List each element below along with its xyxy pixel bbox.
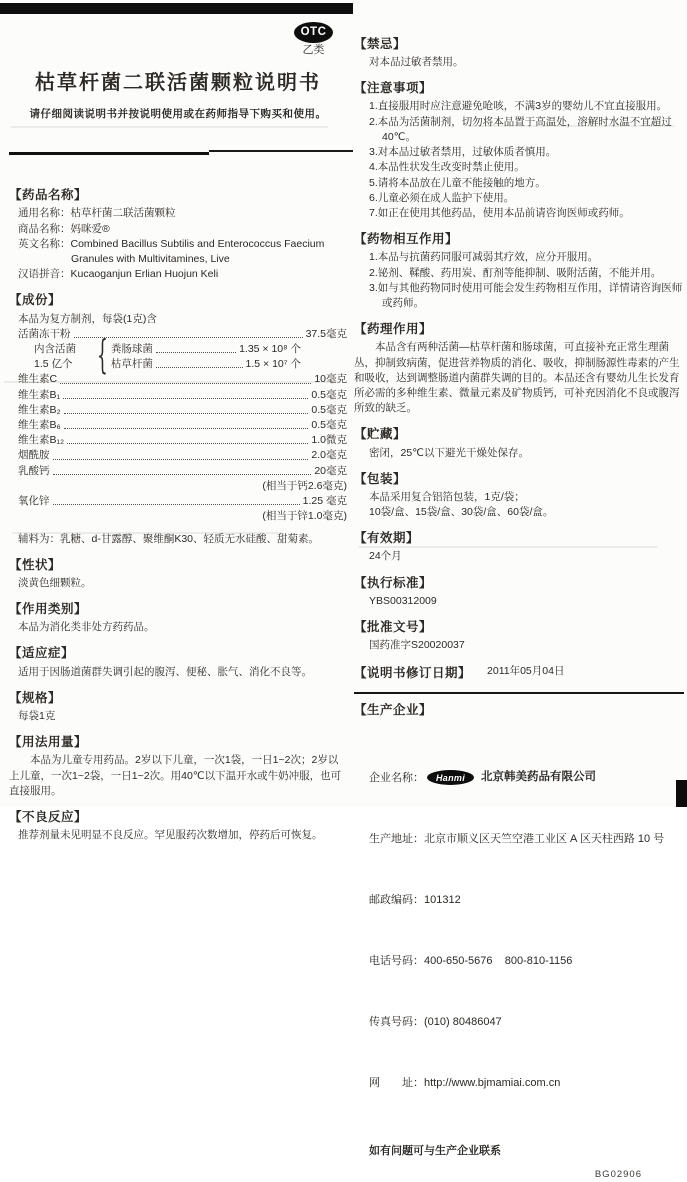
section-shelf-life (354, 529, 684, 564)
ingredient-value: 1.35 × 10⁸ 个 (239, 342, 301, 357)
ingredient-name: 枯草杆菌 (111, 357, 153, 372)
heading-strength: 【规格】 (9, 689, 347, 707)
heading-drug-name: 【药品名称】 (9, 186, 347, 204)
ingredient-row (111, 357, 301, 372)
ingredient-value: 1.0微克 (311, 433, 347, 448)
manufacturer-name-label: 企业名称： (369, 768, 424, 788)
heading-adverse-reactions: 【不良反应】 (9, 808, 347, 826)
english-name: 英文名称：Combined Bacillus Subtilis and Enterococcus Faecium Granules with Multivitamines, Live (18, 237, 347, 267)
ingredient-name: 维生素C (18, 372, 57, 387)
bacteria-brace-block (34, 342, 347, 372)
section-storage (354, 425, 684, 460)
heading-composition: 【成份】 (9, 291, 347, 309)
page-title: 枯草杆菌二联活菌颗粒说明书 (9, 69, 347, 98)
generic-name: 通用名称：枯草杆菌二联活菌颗粒 (18, 206, 347, 221)
heading-action-category: 【作用类别】 (9, 600, 347, 618)
top-black-bar (0, 3, 353, 14)
composition-intro: 本品为复方制剂，每袋(1克)含 (18, 312, 347, 327)
section-action-category (9, 600, 347, 635)
ingredient-value: 37.5毫克 (306, 327, 347, 342)
section-strength (9, 689, 347, 724)
conversion-note: (相当于锌1.0毫克) (18, 509, 347, 524)
section-indications (9, 644, 347, 679)
manufacturer-divider (354, 692, 684, 694)
heading-storage: 【贮藏】 (354, 425, 684, 443)
header-divider (9, 150, 347, 156)
ingredient-name: 乳酸钙 (18, 464, 50, 479)
ingredient-name: 氧化锌 (18, 494, 50, 509)
ingredient-row (18, 418, 347, 433)
strength-text: 每袋1克 (18, 709, 347, 724)
heading-indications: 【适应症】 (9, 644, 347, 662)
ingredient-value: 1.25 毫克 (303, 494, 347, 509)
heading-packaging: 【包装】 (354, 470, 684, 488)
ingredient-value: 0.5毫克 (311, 418, 347, 433)
section-pharmacology (354, 320, 684, 416)
dotted-leader (64, 428, 309, 429)
heading-manufacturer: 【生产企业】 (354, 701, 684, 719)
dotted-leader (74, 337, 303, 338)
precaution-item: 6.儿童必须在成人监护下使用。 (369, 191, 684, 206)
ingredient-row (18, 403, 347, 418)
ingredient-row (18, 372, 347, 387)
heading-contraindications: 【禁忌】 (354, 35, 684, 53)
dotted-leader (63, 398, 308, 399)
heading-pharmacology: 【药理作用】 (354, 320, 684, 338)
pharmacology-text: 本品含有两种活菌—枯草杆菌和肠球菌，可直接补充正常生理菌丛，抑制致病菌，促进营养物质的消化、吸收，抑制肠源性毒素的产生和吸收，达到调整肠道内菌群失调的目的。本品还含有婴幼儿生长发育所必需的多种维生素、微量元素及矿物质钙，可补充因消化不良或腹泻所致的缺乏。 (354, 340, 684, 416)
ingredient-name: 维生素B₂ (18, 403, 61, 418)
heading-drug-interactions: 【药物相互作用】 (354, 230, 684, 248)
brace-label-bottom: 1.5 亿个 (34, 357, 94, 372)
section-drug-interactions (354, 230, 684, 311)
section-manufacturer (354, 701, 684, 1182)
brace-glyph: { (97, 329, 108, 386)
contact-note: 如有问题可与生产企业联系 (369, 1144, 684, 1160)
ingredient-name: 粪肠球菌 (111, 342, 153, 357)
precaution-item: 2.本品为活菌制剂，切勿将本品置于高温处，溶解时水温不宜超过40℃。 (369, 115, 684, 145)
section-description (9, 556, 347, 591)
interaction-item: 2.铋剂、鞣酸、药用炭、酊剂等能抑制、吸附活菌，不能并用。 (369, 266, 684, 281)
brand-name: 商品名称：妈咪爱® (18, 222, 347, 237)
ingredient-value: 20毫克 (314, 464, 347, 479)
divider-segment-thick (9, 152, 209, 155)
ingredient-row (18, 433, 347, 448)
section-contraindications (354, 35, 684, 70)
ingredient-row (18, 448, 347, 463)
section-revision-date (354, 664, 684, 682)
dotted-leader (53, 459, 309, 460)
dotted-leader (53, 504, 300, 505)
adverse-reactions-text: 推荐剂量未见明显不良反应。罕见服药次数增加，停药后可恢复。 (18, 828, 347, 843)
dotted-leader (156, 352, 236, 353)
manufacturer-website-line: 网 址：http://www.bjmamiai.com.cn (369, 1073, 684, 1093)
description-text: 淡黄色细颗粒。 (18, 576, 347, 591)
precaution-item: 4.本品性状发生改变时禁止使用。 (369, 160, 684, 175)
manufacturer-address-line: 生产地址：北京市顺义区天竺空港工业区 A 区天柱西路 10 号 (369, 829, 684, 849)
heading-approval-number: 【批准文号】 (354, 618, 684, 636)
section-standard (354, 574, 684, 609)
excipients-line: 辅料为：乳糖、d-甘露醇、聚维酮K30、轻质无水硅酸、甜菊素。 (18, 532, 347, 547)
corner-black-mark (676, 780, 687, 807)
ingredient-name: 维生素B₁₂ (18, 433, 64, 448)
dosage-text: 本品为儿童专用药品。2岁以下儿童，一次1袋，一日1~2次；2岁以上儿童，一次1~2袋，一日1~2次。用40℃以下温开水或牛奶冲服，也可直接服用。 (9, 753, 347, 799)
ingredient-value: 0.5毫克 (311, 403, 347, 418)
ingredient-row (18, 327, 347, 342)
page-subtitle: 请仔细阅读说明书并按说明使用或在药师指导下购买和使用。 (9, 107, 347, 122)
left-column (9, 16, 347, 843)
section-approval-number (354, 618, 684, 653)
otc-wrap (294, 22, 333, 59)
brace-rows (111, 342, 301, 372)
heading-revision-date: 【说明书修订日期】 (354, 664, 471, 682)
ingredient-name: 维生素B₆ (18, 418, 61, 433)
heading-dosage: 【用法用量】 (9, 733, 347, 751)
dotted-leader (67, 443, 308, 444)
precaution-item: 5.请将本品放在儿童不能接触的地方。 (369, 176, 684, 191)
heading-description: 【性状】 (9, 556, 347, 574)
heading-standard: 【执行标准】 (354, 574, 684, 592)
section-composition (9, 291, 347, 546)
divider-segment-thin (209, 150, 353, 152)
interaction-item: 3.如与其他药物同时使用可能会发生药物相互作用，详情请咨询医师或药师。 (369, 281, 684, 311)
otc-class-label: 乙类 (303, 43, 325, 59)
section-packaging (354, 470, 684, 521)
ingredient-value: 1.5 × 10⁷ 个 (246, 357, 301, 372)
section-drug-name (9, 186, 347, 282)
section-precautions (354, 79, 684, 221)
precaution-item: 1.直接服用时应注意避免呛咳，不满3岁的婴幼儿不宜直接服用。 (369, 99, 684, 114)
otc-row (9, 22, 347, 59)
approval-number-text: 国药准字S20020037 (369, 638, 684, 653)
shelf-life-text: 24个月 (369, 549, 684, 564)
section-adverse-reactions (9, 808, 347, 843)
ingredient-value: 2.0毫克 (311, 448, 347, 463)
ingredient-value: 10毫克 (314, 372, 347, 387)
hanmi-logo: Hanmi (427, 770, 474, 785)
packaging-line: 10袋/盒、15袋/盒、30袋/盒、60袋/盒。 (369, 505, 684, 520)
interaction-item: 1.本品与抗菌药同服可减弱其疗效，应分开服用。 (369, 250, 684, 265)
dotted-leader (53, 474, 312, 475)
precaution-item: 3.对本品过敏者禁用，过敏体质者慎用。 (369, 145, 684, 160)
manufacturer-phone-line: 电话号码：400-650-5676 800-810-1156 (369, 951, 684, 971)
ingredient-name: 烟酰胺 (18, 448, 50, 463)
ingredient-row (111, 342, 301, 357)
manufacturer-zip-line: 邮政编码：101312 (369, 890, 684, 910)
precaution-item: 7.如正在使用其他药品，使用本品前请咨询医师或药师。 (369, 206, 684, 221)
brace-labels (34, 342, 94, 372)
doc-code: BG02906 (354, 1168, 642, 1182)
pinyin-name: 汉语拼音：Kucaoganjun Erlian Huojun Keli (18, 267, 347, 282)
dotted-leader (64, 413, 309, 414)
action-category-text: 本品为消化类非处方药药品。 (18, 620, 347, 635)
brace-label-top: 内含活菌 (34, 342, 94, 357)
right-column (354, 26, 684, 1182)
contraindications-text: 对本品过敏者禁用。 (369, 55, 684, 70)
standard-text: YBS00312009 (369, 594, 684, 609)
ingredient-row (18, 388, 347, 403)
ingredient-row (18, 464, 347, 479)
manufacturer-company-name: 北京韩美药品有限公司 (481, 767, 596, 788)
heading-precautions: 【注意事项】 (354, 79, 684, 97)
section-dosage (9, 733, 347, 799)
ingredient-name: 活菌冻干粉 (18, 327, 71, 342)
conversion-note: (相当于钙2.6毫克) (18, 479, 347, 494)
manufacturer-name-line (369, 767, 684, 788)
manufacturer-fax-line: 传真号码：(010) 80486047 (369, 1012, 684, 1032)
ingredient-name: 维生素B₁ (18, 388, 60, 403)
packaging-line: 本品采用复合铝箔包装，1克/袋； (369, 490, 684, 505)
heading-shelf-life: 【有效期】 (354, 529, 684, 547)
indications-text: 适用于因肠道菌群失调引起的腹泻、便秘、胀气、消化不良等。 (18, 665, 347, 680)
revision-date-value: 2011年05月04日 (487, 664, 564, 682)
storage-text: 密闭，25℃以下避光干燥处保存。 (369, 446, 684, 461)
otc-badge-icon: OTC (294, 22, 333, 43)
ingredient-row (18, 494, 347, 509)
dotted-leader (156, 367, 243, 368)
ingredient-value: 0.5毫克 (311, 388, 347, 403)
